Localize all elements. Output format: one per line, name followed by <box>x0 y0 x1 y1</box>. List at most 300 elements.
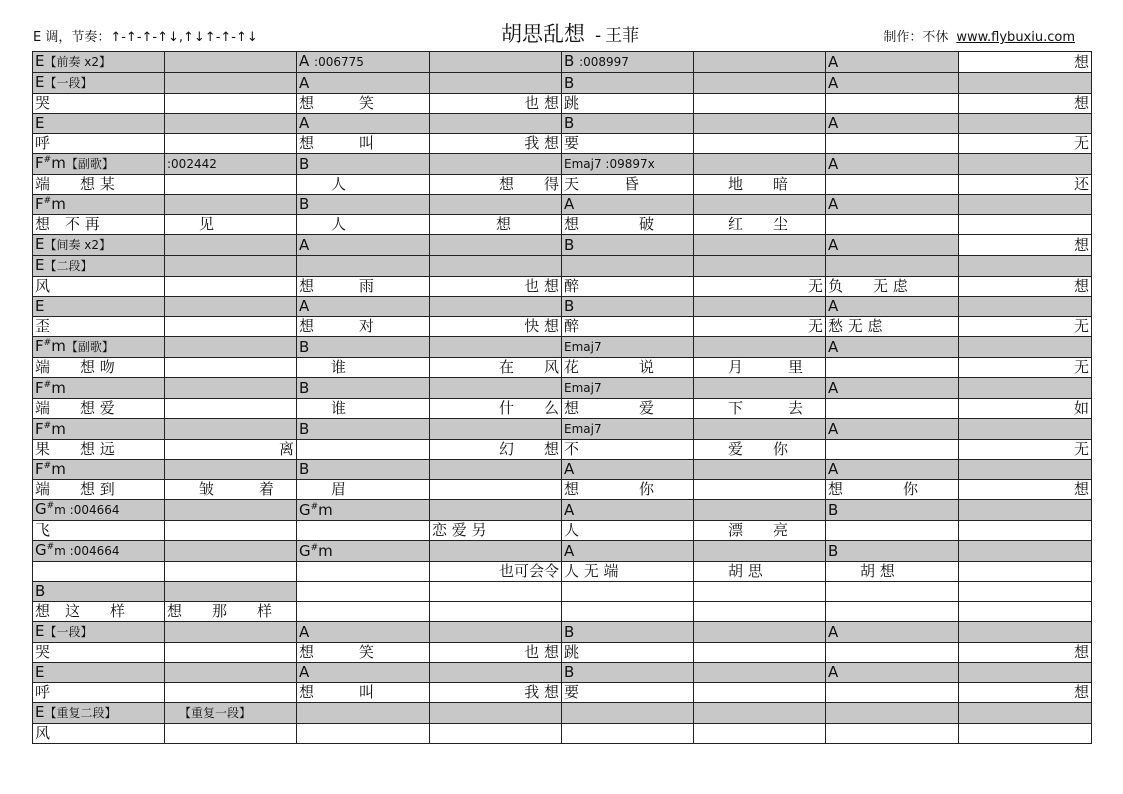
cell <box>959 582 1092 602</box>
cell: 谁 <box>297 399 430 419</box>
cell: 人 <box>297 175 430 195</box>
cell <box>959 521 1092 541</box>
chord-row <box>33 256 1092 277</box>
cell <box>430 52 562 73</box>
cell: B <box>297 154 430 175</box>
chord-row <box>33 195 1092 215</box>
lyric-row <box>33 480 1092 500</box>
cell <box>826 399 959 419</box>
cell <box>694 703 826 724</box>
cell: 在 风 <box>430 358 562 378</box>
cell <box>297 521 430 541</box>
cell <box>165 521 297 541</box>
cell <box>165 582 297 602</box>
cell <box>165 500 297 521</box>
cell: F#m <box>33 419 165 440</box>
cell: 呼 <box>33 683 165 703</box>
cell <box>694 378 826 399</box>
cell <box>959 724 1092 744</box>
cell: 想 <box>959 277 1092 297</box>
cell <box>959 663 1092 683</box>
cell: A <box>826 52 959 73</box>
cell: 想 那 样 <box>165 602 297 622</box>
lyric-row <box>33 277 1092 297</box>
chord-row <box>33 460 1092 480</box>
cell <box>562 724 694 744</box>
cell: 想 笑 <box>297 94 430 114</box>
cell: A <box>826 419 959 440</box>
cell: 想 得 <box>430 175 562 195</box>
cell: 想 你 <box>562 480 694 500</box>
cell <box>430 622 562 643</box>
cell <box>694 480 826 500</box>
cell <box>826 256 959 277</box>
cell <box>430 541 562 562</box>
cell: F#m【副歌】 <box>33 154 165 175</box>
cell <box>430 460 562 480</box>
cell: B <box>562 663 694 683</box>
title-separator: - <box>595 26 602 46</box>
cell <box>430 337 562 358</box>
cell <box>430 703 562 724</box>
cell <box>297 562 430 582</box>
cell: 胡 想 <box>826 562 959 582</box>
cell: 想 <box>430 215 562 235</box>
cell: A <box>297 235 430 256</box>
cell: B <box>826 541 959 562</box>
cell: 无 <box>959 134 1092 154</box>
cell <box>826 703 959 724</box>
cell <box>694 683 826 703</box>
cell: B <box>297 378 430 399</box>
cell: F#m <box>33 460 165 480</box>
lyric-row <box>33 399 1092 419</box>
cell: A <box>297 73 430 94</box>
cell <box>959 378 1092 399</box>
lyric-row <box>33 175 1092 195</box>
cell: 无 <box>959 440 1092 460</box>
cell: 端 想 爱 <box>33 399 165 419</box>
cell <box>297 724 430 744</box>
cell <box>694 724 826 744</box>
cell: 想 <box>959 643 1092 663</box>
cell <box>297 440 430 460</box>
cell: 红 尘 <box>694 215 826 235</box>
cell: E <box>33 114 165 134</box>
cell: 我 想 <box>430 683 562 703</box>
cell <box>165 175 297 195</box>
cell: 胡 思 <box>694 562 826 582</box>
cell: 眉 <box>297 480 430 500</box>
cell: 哭 <box>33 94 165 114</box>
cell <box>165 562 297 582</box>
chord-row <box>33 235 1092 256</box>
chord-row <box>33 73 1092 94</box>
cell <box>959 337 1092 358</box>
cell <box>165 460 297 480</box>
cell: 想 对 <box>297 317 430 337</box>
cell: A <box>826 114 959 134</box>
cell <box>694 52 826 73</box>
cell <box>826 683 959 703</box>
cell: 风 <box>33 724 165 744</box>
cell <box>694 500 826 521</box>
cell: G#m <box>297 500 430 521</box>
song-title-block <box>501 18 639 48</box>
cell: 呼 <box>33 134 165 154</box>
chord-row <box>33 500 1092 521</box>
cell <box>165 724 297 744</box>
cell <box>959 215 1092 235</box>
cell <box>694 134 826 154</box>
cell: E <box>33 663 165 683</box>
cell: 月 里 <box>694 358 826 378</box>
cell: E【重复二段】 <box>33 703 165 724</box>
cell <box>694 114 826 134</box>
cell <box>694 541 826 562</box>
cell: G#m <box>297 541 430 562</box>
cell <box>165 337 297 358</box>
cell <box>959 500 1092 521</box>
cell <box>959 622 1092 643</box>
cell: 哭 <box>33 643 165 663</box>
cell <box>297 703 430 724</box>
cell: 醉 <box>562 277 694 297</box>
cell: 想 不 再 <box>33 215 165 235</box>
cell: E <box>33 297 165 317</box>
cell: A <box>826 378 959 399</box>
cell <box>826 440 959 460</box>
cell: B <box>297 419 430 440</box>
cell: Emaj7 <box>562 378 694 399</box>
cell <box>826 134 959 154</box>
cell <box>165 297 297 317</box>
cell: G#m :004664 <box>33 500 165 521</box>
cell <box>826 602 959 622</box>
cell: F#m【副歌】 <box>33 337 165 358</box>
cell: 愁 无 虑 <box>826 317 959 337</box>
made-by: 不休 <box>922 30 949 45</box>
cell <box>430 114 562 134</box>
cell <box>959 541 1092 562</box>
cell <box>694 235 826 256</box>
cell <box>165 419 297 440</box>
cell <box>430 480 562 500</box>
cell <box>562 602 694 622</box>
cell: 端 想 某 <box>33 175 165 195</box>
lyric-row <box>33 440 1092 460</box>
cell <box>694 195 826 215</box>
cell <box>694 622 826 643</box>
cell: E【二段】 <box>33 256 165 277</box>
cell <box>959 256 1092 277</box>
lyric-row <box>33 134 1092 154</box>
lyric-row <box>33 602 1092 622</box>
cell <box>430 154 562 175</box>
cell <box>430 195 562 215</box>
cell: A <box>562 195 694 215</box>
lyric-row <box>33 643 1092 663</box>
cell <box>959 419 1092 440</box>
cell: 什 么 <box>430 399 562 419</box>
cell: A <box>297 663 430 683</box>
cell: A <box>562 541 694 562</box>
cell: 想 <box>959 480 1092 500</box>
cell: A <box>826 460 959 480</box>
cell <box>959 562 1092 582</box>
cell <box>165 114 297 134</box>
cell <box>959 154 1092 175</box>
cell: B :008997 <box>562 52 694 73</box>
cell: 我 想 <box>430 134 562 154</box>
cell: 无 <box>959 358 1092 378</box>
cell: :002442 <box>165 154 297 175</box>
cell <box>165 277 297 297</box>
cell: B <box>33 582 165 602</box>
cell <box>694 94 826 114</box>
cell <box>165 683 297 703</box>
cell <box>430 256 562 277</box>
cell <box>959 703 1092 724</box>
cell: F#m <box>33 195 165 215</box>
cell <box>165 541 297 562</box>
chord-row <box>33 703 1092 724</box>
cell <box>165 195 297 215</box>
lyric-row <box>33 215 1092 235</box>
cell <box>297 582 430 602</box>
chord-row <box>33 541 1092 562</box>
cell: 想 <box>959 94 1092 114</box>
lyric-row <box>33 521 1092 541</box>
cell <box>430 582 562 602</box>
cell: A <box>826 337 959 358</box>
cell <box>430 602 562 622</box>
cell <box>959 114 1092 134</box>
chord-row <box>33 622 1092 643</box>
cell: 跳 <box>562 94 694 114</box>
cell: 醉 <box>562 317 694 337</box>
cell: 端 想 吻 <box>33 358 165 378</box>
cell: B <box>562 622 694 643</box>
cell <box>562 582 694 602</box>
cell: A <box>562 460 694 480</box>
chord-row <box>33 297 1092 317</box>
cell <box>430 663 562 683</box>
cell <box>165 52 297 73</box>
cell <box>694 337 826 358</box>
cell: 风 <box>33 277 165 297</box>
cell: B <box>297 195 430 215</box>
cell: 快 想 <box>430 317 562 337</box>
cell: 想 叫 <box>297 134 430 154</box>
cell: A <box>297 114 430 134</box>
cell: 人 无 端 <box>562 562 694 582</box>
cell <box>826 582 959 602</box>
cell <box>826 724 959 744</box>
cell: 端 想 到 <box>33 480 165 500</box>
cell <box>165 399 297 419</box>
cell: A <box>297 622 430 643</box>
cell <box>562 703 694 724</box>
cell: E【前奏 x2】 <box>33 52 165 73</box>
cell: 想 雨 <box>297 277 430 297</box>
chord-sheet-table <box>32 51 1092 744</box>
cell: A :006775 <box>297 52 430 73</box>
cell <box>430 297 562 317</box>
cell <box>165 622 297 643</box>
chord-row <box>33 52 1092 73</box>
cell <box>826 94 959 114</box>
cell: A <box>826 235 959 256</box>
website-link[interactable]: www.flybuxiu.com <box>956 30 1075 45</box>
cell: A <box>826 297 959 317</box>
cell: 还 <box>959 175 1092 195</box>
artist-name: 王菲 <box>605 26 640 46</box>
cell: 【重复一段】 <box>165 703 297 724</box>
cell: 跳 <box>562 643 694 663</box>
cell <box>694 460 826 480</box>
cell: 也 想 <box>430 277 562 297</box>
cell: Emaj7 :09897x <box>562 154 694 175</box>
cell: A <box>826 195 959 215</box>
cell: 也 想 <box>430 643 562 663</box>
cell <box>430 73 562 94</box>
cell: 天 昏 <box>562 175 694 195</box>
cell <box>430 419 562 440</box>
cell <box>165 663 297 683</box>
cell <box>165 94 297 114</box>
cell: 不 <box>562 440 694 460</box>
cell: 飞 <box>33 521 165 541</box>
lyric-row <box>33 358 1092 378</box>
cell: 果 想 远 <box>33 440 165 460</box>
cell <box>959 297 1092 317</box>
cell: B <box>562 114 694 134</box>
sheet-header <box>33 16 1091 52</box>
cell <box>826 358 959 378</box>
cell: A <box>826 73 959 94</box>
cell: 想 笑 <box>297 643 430 663</box>
chord-row <box>33 663 1092 683</box>
cell <box>430 724 562 744</box>
cell: 想 爱 <box>562 399 694 419</box>
cell: B <box>297 460 430 480</box>
cell: E【一段】 <box>33 622 165 643</box>
cell <box>694 582 826 602</box>
cell <box>165 643 297 663</box>
cell: 如 <box>959 399 1092 419</box>
cell <box>165 317 297 337</box>
cell: G#m :004664 <box>33 541 165 562</box>
cell: 想 叫 <box>297 683 430 703</box>
cell <box>430 378 562 399</box>
cell: 爱 你 <box>694 440 826 460</box>
credit <box>883 26 1075 45</box>
cell: 无 <box>694 317 826 337</box>
cell <box>694 602 826 622</box>
cell <box>297 256 430 277</box>
cell: 想 破 <box>562 215 694 235</box>
cell <box>562 256 694 277</box>
key-rhythm: E 调，节奏：↑-↑-↑-↑↓,↑↓↑-↑-↑↓ <box>33 30 258 45</box>
cell: 也 想 <box>430 94 562 114</box>
cell: B <box>826 500 959 521</box>
chord-row <box>33 337 1092 358</box>
cell: 人 <box>297 215 430 235</box>
cell: 要 <box>562 134 694 154</box>
cell <box>694 419 826 440</box>
cell <box>33 562 165 582</box>
lyric-row <box>33 317 1092 337</box>
cell: 想 你 <box>826 480 959 500</box>
cell <box>826 175 959 195</box>
cell: 想 <box>959 235 1092 256</box>
cell: 也可会令 <box>430 562 562 582</box>
cell: Emaj7 <box>562 419 694 440</box>
cell: E【间奏 x2】 <box>33 235 165 256</box>
cell: A <box>826 622 959 643</box>
song-title: 胡思乱想 <box>501 22 585 46</box>
cell: 人 <box>562 521 694 541</box>
cell: A <box>297 297 430 317</box>
cell: 无 <box>959 317 1092 337</box>
cell: Emaj7 <box>562 337 694 358</box>
cell: 幻 想 <box>430 440 562 460</box>
cell: 花 说 <box>562 358 694 378</box>
cell <box>694 297 826 317</box>
cell: 皱 着 <box>165 480 297 500</box>
cell <box>165 73 297 94</box>
chord-row <box>33 114 1092 134</box>
cell: 离 <box>165 440 297 460</box>
cell <box>430 235 562 256</box>
cell <box>959 73 1092 94</box>
cell: 无 <box>694 277 826 297</box>
lyric-row <box>33 724 1092 744</box>
cell <box>165 378 297 399</box>
lyric-row <box>33 683 1092 703</box>
chord-row <box>33 154 1092 175</box>
cell: 谁 <box>297 358 430 378</box>
lyric-row <box>33 562 1092 582</box>
cell: 歪 <box>33 317 165 337</box>
cell: 想 <box>959 52 1092 73</box>
cell <box>165 256 297 277</box>
cell <box>297 602 430 622</box>
cell <box>826 521 959 541</box>
cell <box>165 134 297 154</box>
cell: 地 暗 <box>694 175 826 195</box>
cell <box>826 215 959 235</box>
cell: 想 这 样 <box>33 602 165 622</box>
cell <box>694 256 826 277</box>
cell: A <box>826 663 959 683</box>
chord-row <box>33 378 1092 399</box>
cell: B <box>562 297 694 317</box>
cell <box>959 602 1092 622</box>
cell: 见 <box>165 215 297 235</box>
lyric-row <box>33 94 1092 114</box>
cell: B <box>297 337 430 358</box>
cell: B <box>562 73 694 94</box>
cell <box>694 154 826 175</box>
cell: F#m <box>33 378 165 399</box>
cell: 负 无 虑 <box>826 277 959 297</box>
cell <box>694 663 826 683</box>
cell: A <box>826 154 959 175</box>
cell: E【一段】 <box>33 73 165 94</box>
cell <box>959 195 1092 215</box>
